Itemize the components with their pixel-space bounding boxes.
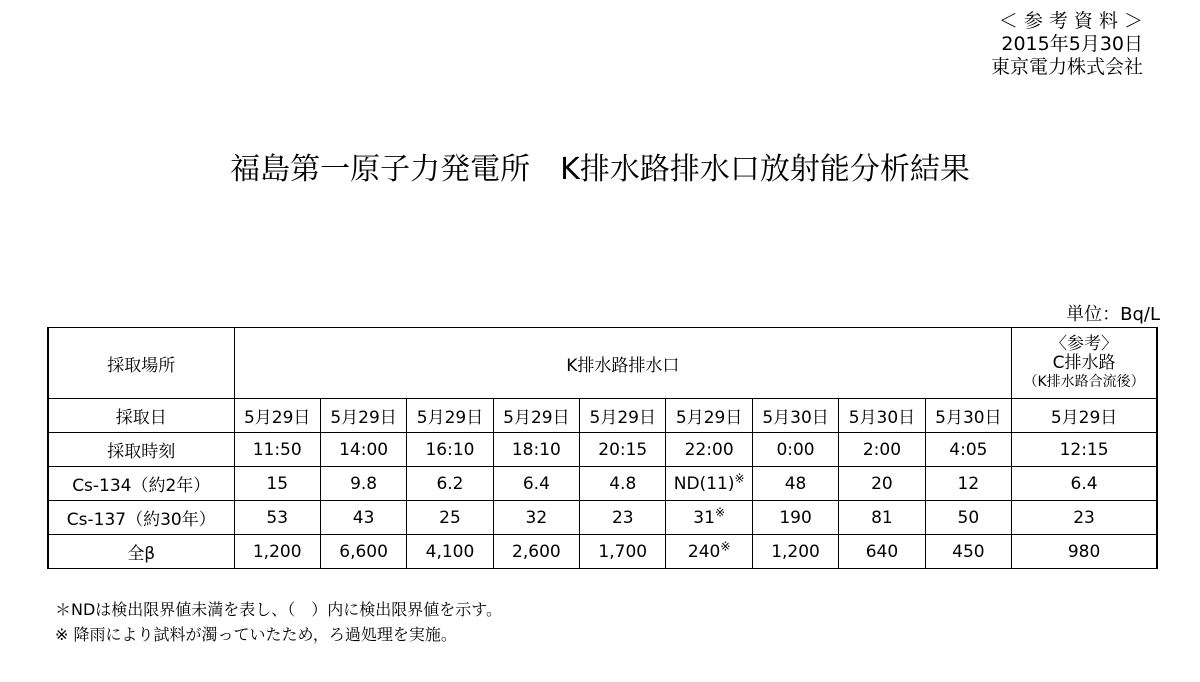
time-cell: 4:05 [925, 433, 1012, 467]
cs137-header: Cs-137（約30年） [48, 501, 234, 535]
cs134-cell: 48 [752, 467, 838, 501]
beta-cell: 1,200 [752, 535, 838, 569]
company-name: 東京電力株式会社 [990, 56, 1143, 78]
cs137-cell: 32 [493, 501, 579, 535]
date-cell: 5月30日 [839, 399, 925, 433]
time-cell-reference: 12:15 [1012, 433, 1157, 467]
results-table [47, 327, 1158, 569]
nd-footnote: ＊NDは検出限界値未満を表し、（ ）内に検出限界値を示す。 [55, 600, 503, 619]
cs134-cell: 6.4 [493, 467, 579, 501]
cs137-cell: 23 [580, 501, 666, 535]
cs134-cell: 12 [925, 467, 1012, 501]
cs134-cell: 15 [234, 467, 320, 501]
cs137-cell: 53 [234, 501, 320, 535]
document-title: 福島第一原子力発電所 K排水路排水口放射能分析結果 [230, 152, 970, 187]
date-cell: 5月29日 [580, 399, 666, 433]
cs134-value: ND(11) [673, 473, 735, 494]
cs134-row [48, 467, 1157, 501]
time-cell: 22:00 [666, 433, 752, 467]
cs137-cell-reference: 23 [1012, 501, 1157, 535]
date-cell: 5月30日 [752, 399, 838, 433]
cs134-cell-filtered [666, 467, 752, 501]
beta-cell: 450 [925, 535, 1012, 569]
cs137-cell: 81 [839, 501, 925, 535]
beta-cell-filtered [666, 535, 752, 569]
cs134-cell: 4.8 [580, 467, 666, 501]
beta-row [48, 535, 1157, 569]
date-cell-reference: 5月29日 [1012, 399, 1157, 433]
date-header: 採取日 [48, 399, 234, 433]
date-cell: 5月29日 [234, 399, 320, 433]
date-cell: 5月29日 [320, 399, 406, 433]
time-cell: 18:10 [493, 433, 579, 467]
date-cell: 5月29日 [407, 399, 493, 433]
time-cell: 16:10 [407, 433, 493, 467]
beta-cell: 4,100 [407, 535, 493, 569]
cs137-cell-filtered [666, 501, 752, 535]
cs137-cell: 190 [752, 501, 838, 535]
time-cell: 20:15 [580, 433, 666, 467]
cs137-cell: 25 [407, 501, 493, 535]
location-row [48, 328, 1157, 399]
filter-mark: ※ [714, 504, 725, 519]
cs137-value: 31 [693, 507, 715, 528]
document-date: 2015年5月30日 [1001, 33, 1143, 55]
cs134-header: Cs-134（約2年） [48, 467, 234, 501]
reference-header [1012, 328, 1157, 399]
date-cell: 5月30日 [925, 399, 1012, 433]
date-cell: 5月29日 [666, 399, 752, 433]
beta-cell: 6,600 [320, 535, 406, 569]
beta-header: 全β [48, 535, 234, 569]
filter-mark: ※ [720, 538, 731, 553]
beta-cell: 1,700 [580, 535, 666, 569]
cs134-cell: 9.8 [320, 467, 406, 501]
document-header [991, 10, 1143, 79]
time-cell: 2:00 [839, 433, 925, 467]
beta-cell: 640 [839, 535, 925, 569]
beta-cell-reference: 980 [1012, 535, 1157, 569]
time-cell: 0:00 [752, 433, 838, 467]
c-channel-label: C排水路 [1052, 352, 1116, 373]
reference-label: 〈参考〉 [1050, 333, 1119, 354]
cs134-cell-reference: 6.4 [1012, 467, 1157, 501]
cs137-cell: 50 [925, 501, 1012, 535]
cs134-cell: 20 [839, 467, 925, 501]
k-outlet-label: K排水路排水口 [234, 328, 1012, 399]
beta-value: 240 [687, 541, 721, 562]
beta-cell: 1,200 [234, 535, 320, 569]
cs137-cell: 43 [320, 501, 406, 535]
beta-cell: 2,600 [493, 535, 579, 569]
footnotes [55, 597, 502, 647]
time-row [48, 433, 1157, 467]
unit-label: 単位：Bq/L [1066, 304, 1160, 325]
time-cell: 11:50 [234, 433, 320, 467]
time-header: 採取時刻 [48, 433, 234, 467]
date-cell: 5月29日 [493, 399, 579, 433]
reference-material-label: ＜ 参 考 資 料 ＞ [998, 10, 1143, 32]
location-header: 採取場所 [48, 328, 234, 399]
filter-mark: ※ [734, 470, 745, 485]
cs137-row [48, 501, 1157, 535]
cs134-cell: 6.2 [407, 467, 493, 501]
date-row [48, 399, 1157, 433]
c-channel-note: （K排水路合流後） [1023, 373, 1145, 390]
time-cell: 14:00 [320, 433, 406, 467]
filtration-footnote: ※ 降雨により試料が濁っていたため，ろ過処理を実施。 [55, 625, 457, 644]
